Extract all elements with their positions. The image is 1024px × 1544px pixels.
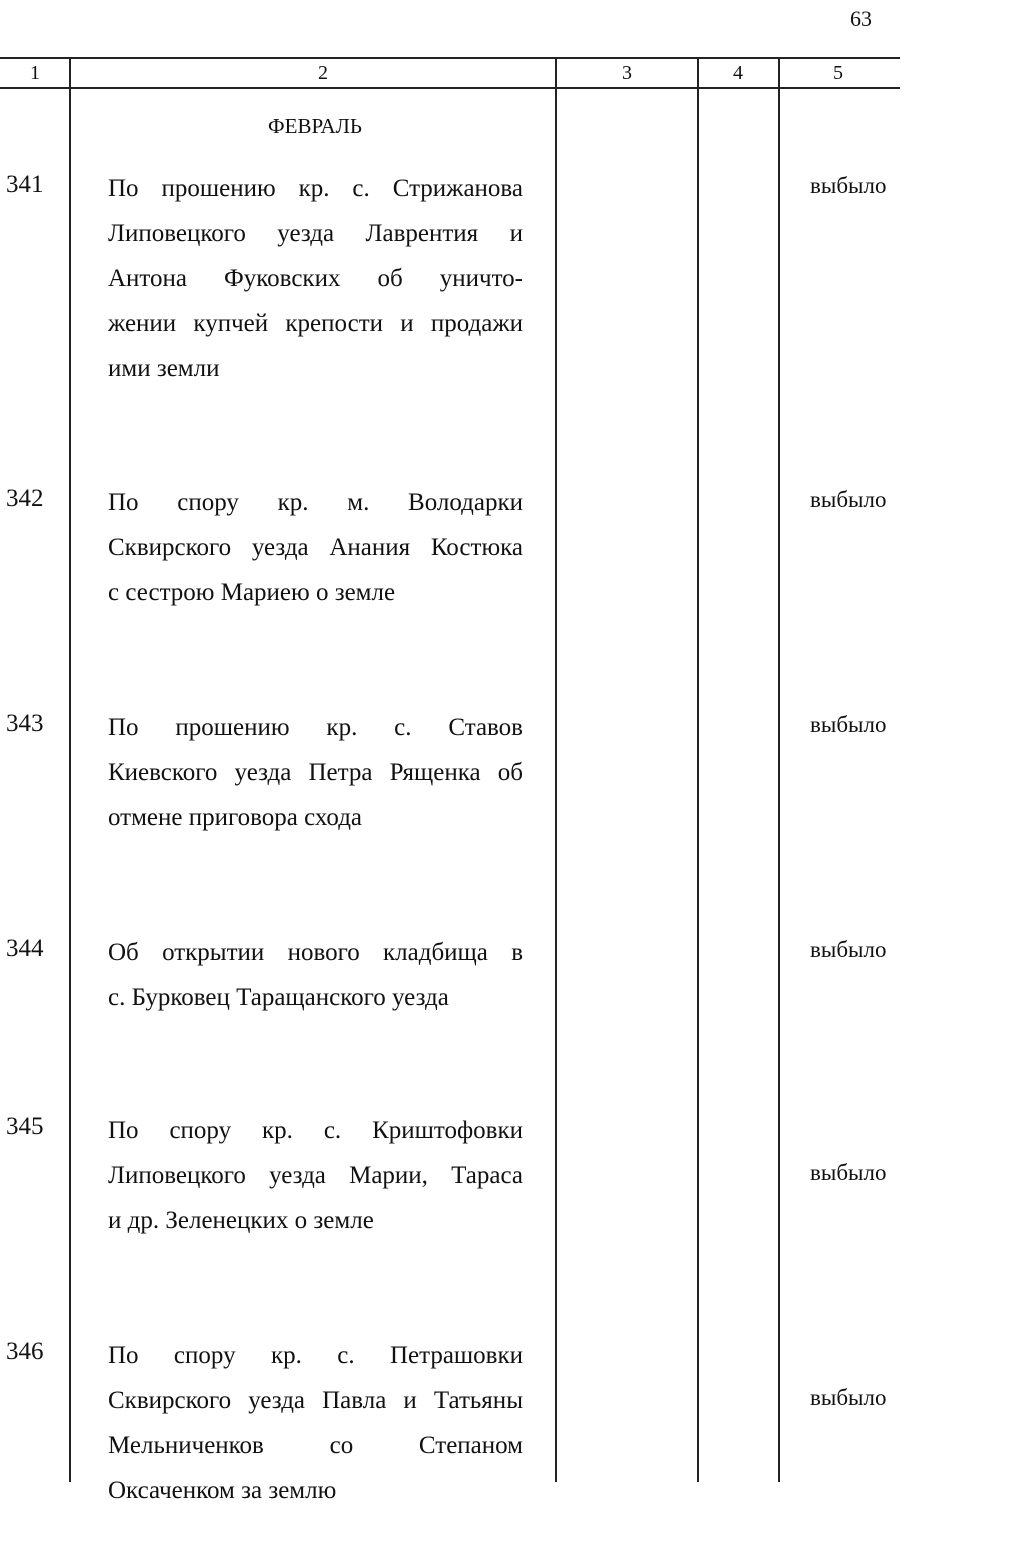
entry-status: выбыло (810, 712, 887, 737)
description-line: Липовецкого уезда Лаврентия и (108, 220, 523, 247)
entry-status: выбыло (810, 173, 887, 198)
column-header-3: 3 (622, 62, 632, 84)
description-line: Об открытии нового кладбища в (108, 939, 523, 966)
description-line: отмене приговора схода (108, 804, 363, 831)
description-line: Сквирского уезда Анания Костюка (108, 534, 523, 561)
description-line: По прошению кр. с. Стрижанова (108, 175, 523, 202)
description-line: По спору кр. с. Петрашовки (108, 1342, 523, 1369)
description-line: По прошению кр. с. Ставов (108, 714, 523, 741)
page-number: 63 (850, 6, 872, 31)
entry-description (108, 1108, 523, 1243)
description-line: По спору кр. м. Володарки (108, 489, 523, 516)
description-line: ими земли (108, 355, 220, 382)
description-line: жении купчей крепости и продажи (108, 310, 523, 337)
entry-status: выбыло (810, 937, 887, 962)
column-divider-3 (697, 57, 699, 1482)
column-divider-2 (555, 57, 557, 1482)
entry-status: выбыло (810, 1385, 887, 1410)
table-top-rule (0, 57, 900, 59)
description-line: Липовецкого уезда Марии, Тараса (108, 1162, 523, 1189)
column-divider-4 (778, 57, 780, 1482)
entry-description (108, 705, 523, 840)
entry-description (108, 166, 523, 391)
entry-number: 345 (6, 1113, 44, 1140)
description-line: и др. Зеленецких о земле (108, 1207, 374, 1234)
entry-number: 346 (6, 1338, 44, 1365)
header-bottom-rule (0, 87, 900, 89)
entry-status: выбыло (810, 1160, 887, 1185)
entry-description (108, 930, 523, 1020)
month-heading: ФЕВРАЛЬ (268, 114, 362, 138)
description-line: По спору кр. с. Криштофовки (108, 1117, 523, 1144)
entry-number: 344 (6, 935, 44, 962)
entry-number: 343 (6, 710, 44, 737)
column-header-5: 5 (833, 62, 843, 84)
description-line: с. Бурковец Таращанского уезда (108, 984, 449, 1011)
entry-status: выбыло (810, 487, 887, 512)
description-line: Мельниченков со Степаном (108, 1432, 523, 1459)
description-line: Киевского уезда Петра Рященка об (108, 759, 523, 786)
description-line: Сквирского уезда Павла и Татьяны (108, 1387, 523, 1414)
entry-number: 341 (6, 171, 44, 198)
entry-description (108, 480, 523, 615)
description-line: с сестрою Мариею о земле (108, 579, 396, 606)
column-header-4: 4 (733, 62, 743, 84)
entry-number: 342 (6, 485, 44, 512)
column-divider-1 (69, 57, 71, 1482)
description-line: Антона Фуковских об уничто- (108, 265, 523, 292)
column-header-1: 1 (30, 62, 40, 84)
description-line: Оксаченком за землю (108, 1477, 337, 1504)
column-header-2: 2 (318, 62, 328, 84)
entry-description (108, 1333, 523, 1513)
